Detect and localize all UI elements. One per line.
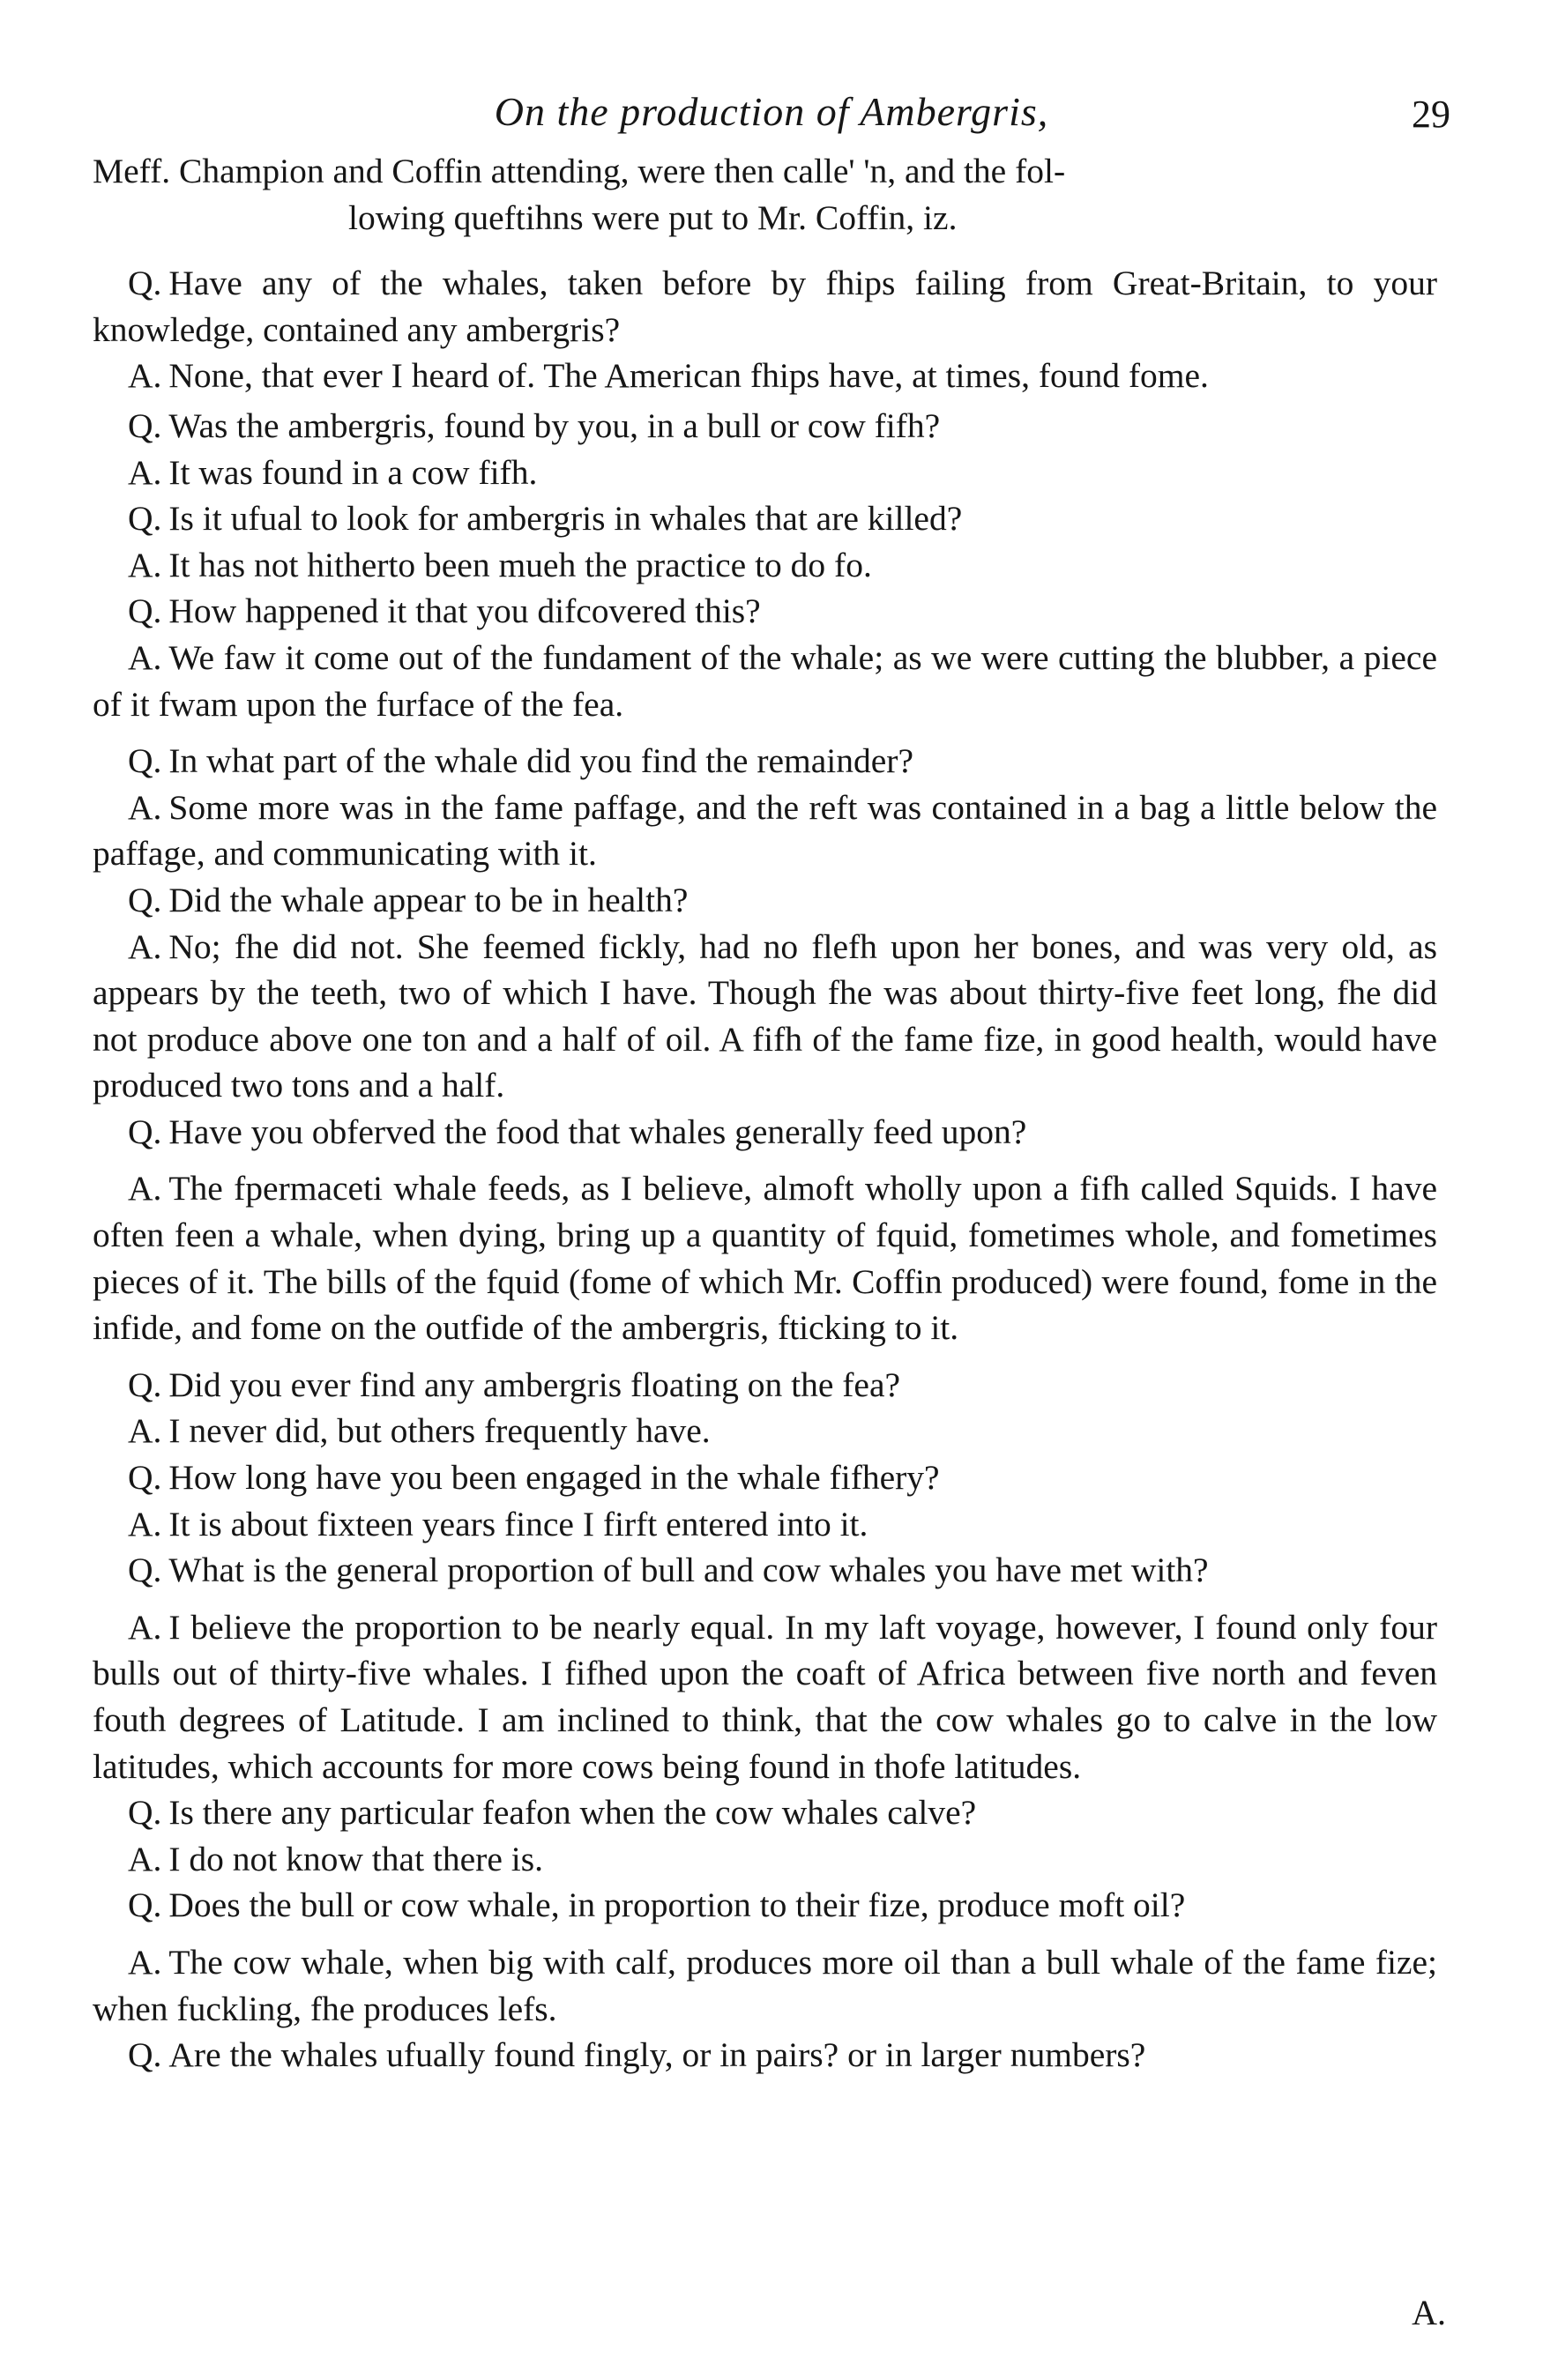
qa-label: A.: [128, 1839, 162, 1878]
qa-label: Q.: [128, 264, 162, 303]
qa-text: Are the whales ufually found fingly, or in pairs? or in larger numbers?: [168, 2035, 1146, 2075]
qa-label: A.: [128, 787, 162, 827]
qa-entry: [93, 1109, 1437, 1156]
qa-entry: [93, 403, 1437, 450]
running-title: On the production of Ambergris,: [494, 89, 1049, 134]
qa-label: Q.: [128, 1885, 162, 1925]
qa-label: Q.: [128, 1793, 162, 1833]
qa-label: A.: [128, 637, 162, 677]
qa-text: Have you obferved the food that whales generally feed upon?: [168, 1112, 1027, 1151]
qa-entry: [93, 1882, 1437, 1929]
qa-text: Have any of the whales, taken before by fhips failing from Great-Britain, to your knowledge, contained any ambergris?: [93, 264, 1437, 349]
qa-text: We faw it come out of the fundament of the whale; as we were cutting the blubber, a piece of it fwam upon the furface of the fea.: [93, 637, 1437, 724]
qa-entry: [93, 1408, 1437, 1454]
qa-entry: [93, 588, 1437, 635]
qa-text: Does the bull or cow whale, in proportion to their fize, produce moft oil?: [168, 1885, 1186, 1925]
qa-entry: [93, 495, 1437, 542]
qa-text: It is about fixteen years fince I firft entered into it.: [168, 1504, 868, 1543]
qa-text: In what part of the whale did you find the remainder?: [168, 741, 913, 781]
qa-label: A.: [128, 1504, 162, 1543]
qa-text: Is it ufual to look for ambergris in whales that are killed?: [168, 499, 963, 539]
qa-text: How happened it that you difcovered this?: [168, 591, 761, 631]
qa-text: It has not hitherto been mueh the practice to do fo.: [168, 545, 872, 584]
qa-label: A.: [128, 1169, 162, 1209]
qa-text: The cow whale, when big with calf, produces more oil than a bull whale of the fame fize; when fuckling, fhe produces lefs.: [93, 1942, 1437, 2028]
qa-text: Did you ever find any ambergris floating on the fea?: [168, 1365, 901, 1404]
qa-label: A.: [128, 452, 162, 492]
qa-entry: [93, 738, 1437, 785]
qa-text: What is the general proportion of bull and cow whales you have met with?: [168, 1551, 1209, 1590]
qa-entry: [93, 1501, 1437, 1548]
qa-text: No; fhe did not. She feemed fickly, had no flefh upon her bones, and was very old, as appears by the teeth, two of which I have. Though fhe was about thirty-five feet long, fhe did not produce above one ton and a half of oil. A fifh of the fame fize, in good health, would have produced two tons and a half.: [93, 926, 1437, 1105]
qa-text: Was the ambergris, found by you, in a bull or cow fifh?: [168, 405, 941, 445]
qa-label: A.: [128, 1942, 162, 1982]
qa-label: Q.: [128, 1458, 162, 1498]
qa-entry: [93, 260, 1437, 353]
qa-text: How long have you been engaged in the whale fifhery?: [168, 1458, 940, 1498]
qa-label: Q.: [128, 741, 162, 781]
qa-entry: [93, 542, 1437, 589]
qa-entry: [93, 1454, 1437, 1501]
qa-label: A.: [128, 926, 162, 966]
qa-text: I believe the proportion to be nearly equal. In my laft voyage, however, I found only four bulls out of thirty-five whales. I fifhed upon the coaft of Africa between five north and feven fouth degrees of Latitude. I am inclined to think, that the cow whales go to calve in the low latitudes, which accounts for more cows being found in thofe latitudes.: [93, 1607, 1437, 1786]
qa-entry: [93, 1547, 1437, 1594]
intro-line-1: Meff. Champion and Coffin attending, were then calle' 'n, and the fol-: [93, 152, 1066, 190]
qa-label: A.: [128, 356, 162, 396]
qa-label: Q.: [128, 591, 162, 631]
qa-label: A.: [128, 1607, 162, 1647]
qa-text: I never did, but others frequently have.: [168, 1411, 711, 1451]
qa-entry: [93, 450, 1437, 496]
body-text: [93, 148, 1437, 2079]
qa-entry: [93, 353, 1437, 399]
qa-entry: [93, 1789, 1437, 1836]
qa-text: Some more was in the fame paffage, and the reft was contained in a bag a little below the paffage, and communicating with it.: [93, 787, 1437, 874]
qa-label: A.: [128, 1411, 162, 1451]
catchword: A.: [1412, 2293, 1446, 2332]
qa-entry: [93, 1939, 1437, 2032]
qa-entry: [93, 1836, 1437, 1883]
qa-label: A.: [128, 545, 162, 584]
qa-text: The fpermaceti whale feeds, as I believe, almoft wholly upon a fifh called Squids. I have often feen a whale, when dying, bring up a quantity of fquid, fometimes whole, and fometimes pieces of it. The bills of the fquid (fome of which Mr. Coffin produced) were found, fome in the infide, and fome on the outfide of the ambergris, fticking to it.: [93, 1169, 1437, 1348]
qa-text: None, that ever I heard of. The American fhips have, at times, found fome.: [168, 356, 1209, 396]
qa-label: Q.: [128, 880, 162, 919]
qa-label: Q.: [128, 1365, 162, 1404]
qa-entry: [93, 1165, 1437, 1350]
qa-entry: [93, 877, 1437, 924]
qa-text: It was found in a cow fifh.: [168, 452, 538, 492]
qa-label: Q.: [128, 405, 162, 445]
intro-paragraph: [93, 148, 1437, 241]
qa-label: Q.: [128, 1112, 162, 1151]
qa-entry: [93, 635, 1437, 727]
qa-text: Did the whale appear to be in health?: [168, 880, 689, 919]
qa-entry: [93, 2032, 1437, 2079]
page-header: [0, 88, 1543, 141]
qa-text: I do not know that there is.: [168, 1839, 543, 1878]
qa-entry: [93, 924, 1437, 1109]
qa-label: Q.: [128, 2035, 162, 2075]
page-number: 29: [1412, 93, 1450, 136]
qa-text: Is there any particular feafon when the cow whales calve?: [168, 1793, 977, 1833]
qa-label: Q.: [128, 499, 162, 539]
qa-entry: [93, 785, 1437, 877]
qa-entry: [93, 1362, 1437, 1409]
qa-entry: [93, 1604, 1437, 1789]
intro-line-2: lowing queftihns were put to Mr. Coffin, iz.: [348, 197, 958, 237]
qa-label: Q.: [128, 1551, 162, 1590]
